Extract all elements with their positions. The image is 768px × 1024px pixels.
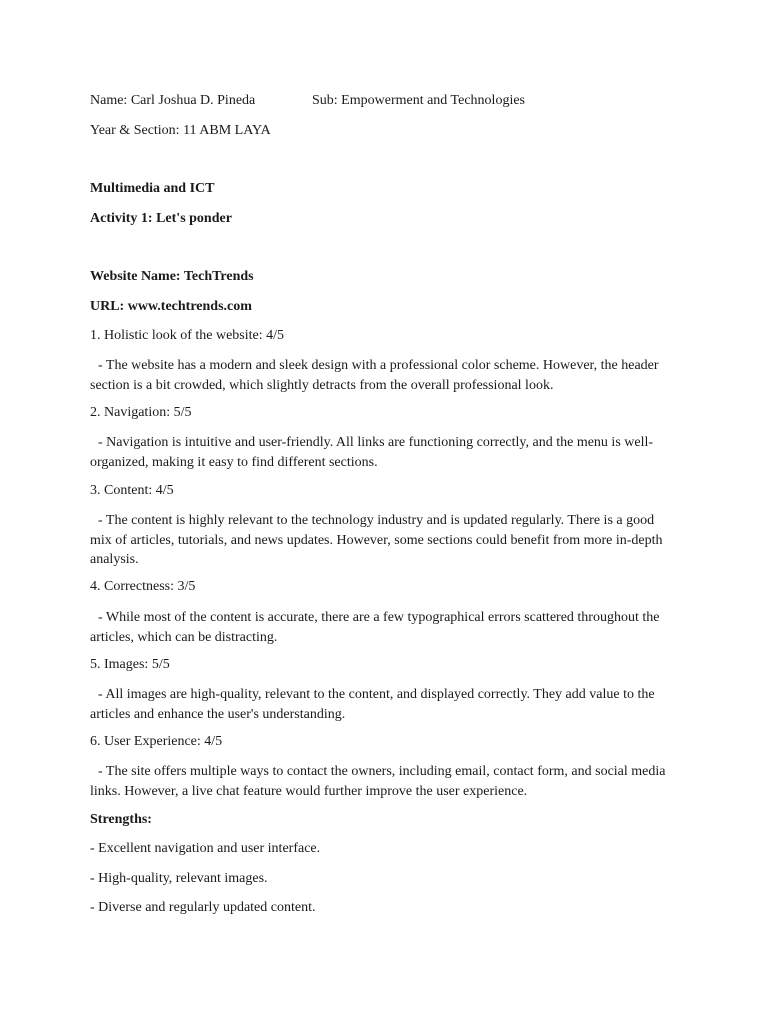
criterion-comment xyxy=(90,685,670,724)
criterion-comment xyxy=(90,511,670,570)
topic-heading: Multimedia and ICT xyxy=(90,181,215,196)
criterion-title: 4. Correctness: 3/5 xyxy=(90,579,196,594)
strength-item: - High-quality, relevant images. xyxy=(90,871,268,886)
criterion-comment xyxy=(90,762,670,801)
criterion-title: 3. Content: 4/5 xyxy=(90,483,174,498)
criterion-comment-text: - While most of the content is accurate, there are a few typographical errors scattered throughout the articles, which can be distracting. xyxy=(90,610,660,645)
criterion-comment xyxy=(90,433,670,472)
criterion-comment-text: - The website has a modern and sleek design with a professional color scheme. However, the header section is a bit crowded, which slightly detracts from the overall professional look. xyxy=(90,358,659,393)
website-name: Website Name: TechTrends xyxy=(90,269,254,284)
activity-heading: Activity 1: Let's ponder xyxy=(90,211,232,226)
strength-item: - Excellent navigation and user interface. xyxy=(90,841,321,856)
student-name: Name: Carl Joshua D. Pineda xyxy=(90,93,256,108)
criterion-title: 6. User Experience: 4/5 xyxy=(90,734,223,749)
criterion-comment-text: - All images are high-quality, relevant to the content, and displayed correctly. They add value to the articles and enhance the user's understanding. xyxy=(90,687,655,722)
criterion-comment xyxy=(90,608,670,647)
criterion-comment-text: - Navigation is intuitive and user-friendly. All links are functioning correctly, and the menu is well-organized, making it easy to find different sections. xyxy=(90,435,654,470)
criterion-title: 2. Navigation: 5/5 xyxy=(90,405,192,420)
website-url: URL: www.techtrends.com xyxy=(90,299,252,314)
subject: Sub: Empowerment and Technologies xyxy=(312,93,526,108)
criterion-title: 5. Images: 5/5 xyxy=(90,657,170,672)
criterion-comment-text: - The site offers multiple ways to contact the owners, including email, contact form, and social media links. However, a live chat feature would further improve the user experience. xyxy=(90,764,666,799)
criterion-comment xyxy=(90,356,670,395)
criterion-comment-text: - The content is highly relevant to the technology industry and is updated regularly. There is a good mix of articles, tutorials, and news updates. However, some sections could benefit from more in-depth analysis. xyxy=(90,513,663,567)
strengths-heading: Strengths: xyxy=(90,812,152,827)
strength-item: - Diverse and regularly updated content. xyxy=(90,900,316,915)
criterion-title: 1. Holistic look of the website: 4/5 xyxy=(90,328,285,343)
year-section: Year & Section: 11 ABM LAYA xyxy=(90,123,271,138)
